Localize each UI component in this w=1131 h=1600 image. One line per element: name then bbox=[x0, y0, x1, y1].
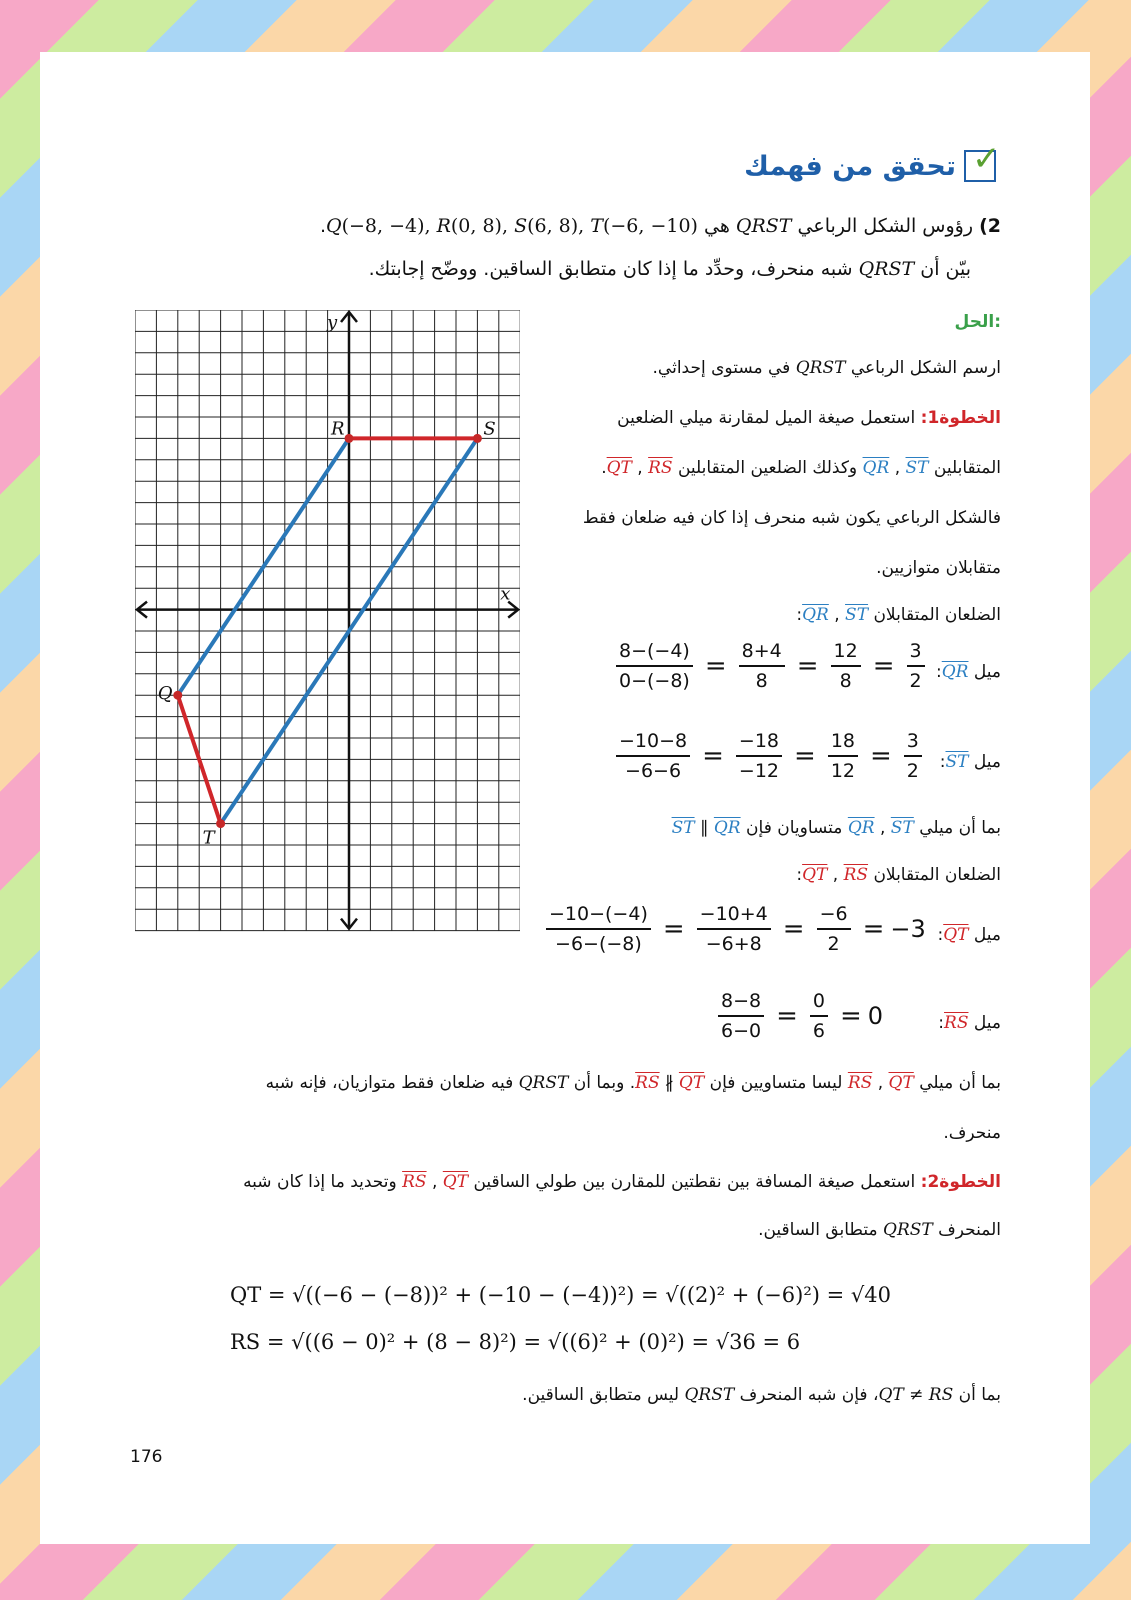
fraction bbox=[736, 730, 782, 782]
slope-qt-equation bbox=[540, 903, 926, 955]
denominator: −6−6 bbox=[625, 760, 682, 782]
numerator: 3 bbox=[907, 640, 925, 667]
slope-qr-equation bbox=[610, 640, 931, 692]
step1-text: استعمل صيغة الميل لمقارنة ميلي الضلعين bbox=[617, 408, 916, 428]
denominator: 8 bbox=[839, 670, 852, 692]
denominator: −6+8 bbox=[705, 933, 762, 955]
rs-distance-equation: RS = √((6 − 0)² + (8 − 8)²) = √((6)² + (0)²) = √36 = 6 bbox=[230, 1330, 801, 1354]
solution-label: الحل: bbox=[954, 312, 1001, 332]
fraction bbox=[907, 640, 925, 692]
equals-sign: = bbox=[872, 651, 895, 681]
denominator: 12 bbox=[830, 760, 855, 782]
numerator: −18 bbox=[736, 730, 782, 757]
vertex-R bbox=[345, 434, 354, 443]
solution-line-14: منحرف. bbox=[943, 1123, 1001, 1143]
denominator: 2 bbox=[906, 760, 919, 782]
denominator: 6 bbox=[812, 1020, 825, 1042]
equals-sign: = bbox=[662, 914, 685, 944]
equals-sign: = bbox=[870, 741, 892, 771]
numerator: 8+4 bbox=[739, 640, 785, 667]
vertex-label-Q: Q bbox=[157, 683, 173, 705]
vertex-label-T: T bbox=[202, 827, 215, 849]
fraction bbox=[828, 730, 858, 782]
numerator: 3 bbox=[904, 730, 922, 757]
vertex-Q bbox=[173, 691, 182, 700]
solution-line-16: المنحرف QRST متطابق الساقين. bbox=[758, 1220, 1001, 1240]
fraction bbox=[810, 990, 828, 1042]
denominator: 2 bbox=[827, 933, 840, 955]
denominator: −6−(−8) bbox=[555, 933, 642, 955]
checkbox-icon bbox=[964, 139, 1001, 182]
equals-sign: = bbox=[862, 914, 885, 944]
y-axis-label: y bbox=[327, 312, 338, 333]
equals-sign: = bbox=[794, 741, 816, 771]
fraction bbox=[697, 903, 771, 955]
equals-sign: = bbox=[702, 741, 724, 771]
fraction bbox=[904, 730, 922, 782]
slope-result: 0 bbox=[867, 1002, 884, 1030]
numerator: 0 bbox=[810, 990, 828, 1017]
vertex-label-R: R bbox=[331, 418, 345, 440]
vertex-label-S: S bbox=[483, 418, 496, 440]
page-number: 176 bbox=[130, 1447, 163, 1467]
denominator: 2 bbox=[909, 670, 922, 692]
solution-line-4: فالشكل الرباعي يكون شبه منحرف إذا كان فيه ضلعان فقط bbox=[582, 508, 1001, 528]
step2-label: الخطوة2: bbox=[920, 1172, 1001, 1192]
numerator: −10+4 bbox=[697, 903, 771, 930]
solution-line-10: الضلعان المتقابلان QT , RS: bbox=[796, 865, 1001, 885]
step1-label: الخطوة1: bbox=[920, 408, 1001, 428]
slope-rs-label: ميل RS: bbox=[938, 1013, 1001, 1033]
qt-distance-equation: QT = √((−6 − (−8))² + (−10 − (−4))²) = √((2)² + (−6)²) = √40 bbox=[230, 1283, 891, 1307]
slope-qt-label: ميل QT: bbox=[937, 925, 1001, 945]
fraction bbox=[616, 640, 693, 692]
equals-sign: = bbox=[840, 1001, 862, 1031]
problem-line-1: 2) رؤوس الشكل الرباعي QRST هي Q(−8, −4), R(0, 8), S(6, 8), T(−6, −10). bbox=[319, 215, 1001, 237]
check-understanding-header bbox=[744, 139, 1001, 182]
problem-line-2: بيّن أن QRST شبه منحرف، وحدِّد ما إذا كان متطابق الساقين. ووضّح إجابتك. bbox=[368, 258, 971, 280]
solution-line-5: متقابلان متوازيين. bbox=[876, 558, 1001, 578]
slope-st-equation bbox=[610, 730, 928, 782]
coordinate-graph bbox=[135, 310, 520, 950]
denominator: 6−0 bbox=[721, 1020, 762, 1042]
equals-sign: = bbox=[796, 651, 819, 681]
equals-sign: = bbox=[776, 1001, 798, 1031]
fraction bbox=[739, 640, 785, 692]
solution-line-1: ارسم الشكل الرباعي QRST في مستوى إحداثي. bbox=[652, 358, 1001, 378]
numerator: −10−8 bbox=[616, 730, 690, 757]
slope-rs-equation bbox=[712, 990, 883, 1042]
fraction bbox=[718, 990, 764, 1042]
solution-line-13: بما أن ميلي RS , QT ليسا متساويين فإن RS ∦ QT. وبما أن QRST فيه ضلعان فقط متوازيان، فإنه شبه bbox=[265, 1073, 1001, 1093]
vertex-T bbox=[216, 819, 225, 828]
solution-line-6: الضلعان المتقابلان QR , ST: bbox=[796, 605, 1001, 625]
checkmark-icon: ✓ bbox=[972, 139, 1001, 179]
equals-sign: = bbox=[782, 914, 805, 944]
numerator: 8−8 bbox=[718, 990, 764, 1017]
slope-st-label: ميل ST: bbox=[939, 752, 1001, 772]
solution-line-3: المتقابلين QR , ST وكذلك الضلعين المتقابلين QT , RS. bbox=[601, 458, 1001, 478]
numerator: −6 bbox=[817, 903, 851, 930]
numerator: 18 bbox=[828, 730, 858, 757]
numerator: 12 bbox=[831, 640, 861, 667]
slope-qr-label: ميل QR: bbox=[936, 662, 1001, 682]
numerator: 8−(−4) bbox=[616, 640, 693, 667]
fraction bbox=[616, 730, 690, 782]
denominator: 0−(−8) bbox=[619, 670, 690, 692]
vertex-S bbox=[473, 434, 482, 443]
grid-lines bbox=[135, 310, 520, 931]
fraction bbox=[817, 903, 851, 955]
fraction bbox=[546, 903, 651, 955]
numerator: −10−(−4) bbox=[546, 903, 651, 930]
x-axis-label: x bbox=[500, 583, 511, 605]
step2-line: الخطوة2: استعمل صيغة المسافة بين نقطتين للمقارن بين طولي الساقين RS , QT وتحديد ما إذا كان شبه bbox=[243, 1172, 1001, 1192]
slope-result: −3 bbox=[890, 915, 926, 943]
step1-line bbox=[561, 408, 1001, 428]
header-title: تحقق من فهمك bbox=[744, 150, 956, 182]
conclusion-line: بما أن QT ≠ RS، فإن شبه المنحرف QRST ليس متطابق الساقين. bbox=[522, 1385, 1001, 1405]
denominator: 8 bbox=[755, 670, 768, 692]
problem-number: 2) bbox=[979, 215, 1001, 237]
fraction bbox=[831, 640, 861, 692]
solution-line-9: بما أن ميلي QR , ST متساويان فإن ST ∥ QR bbox=[671, 818, 1001, 838]
equals-sign: = bbox=[704, 651, 727, 681]
denominator: −12 bbox=[738, 760, 780, 782]
